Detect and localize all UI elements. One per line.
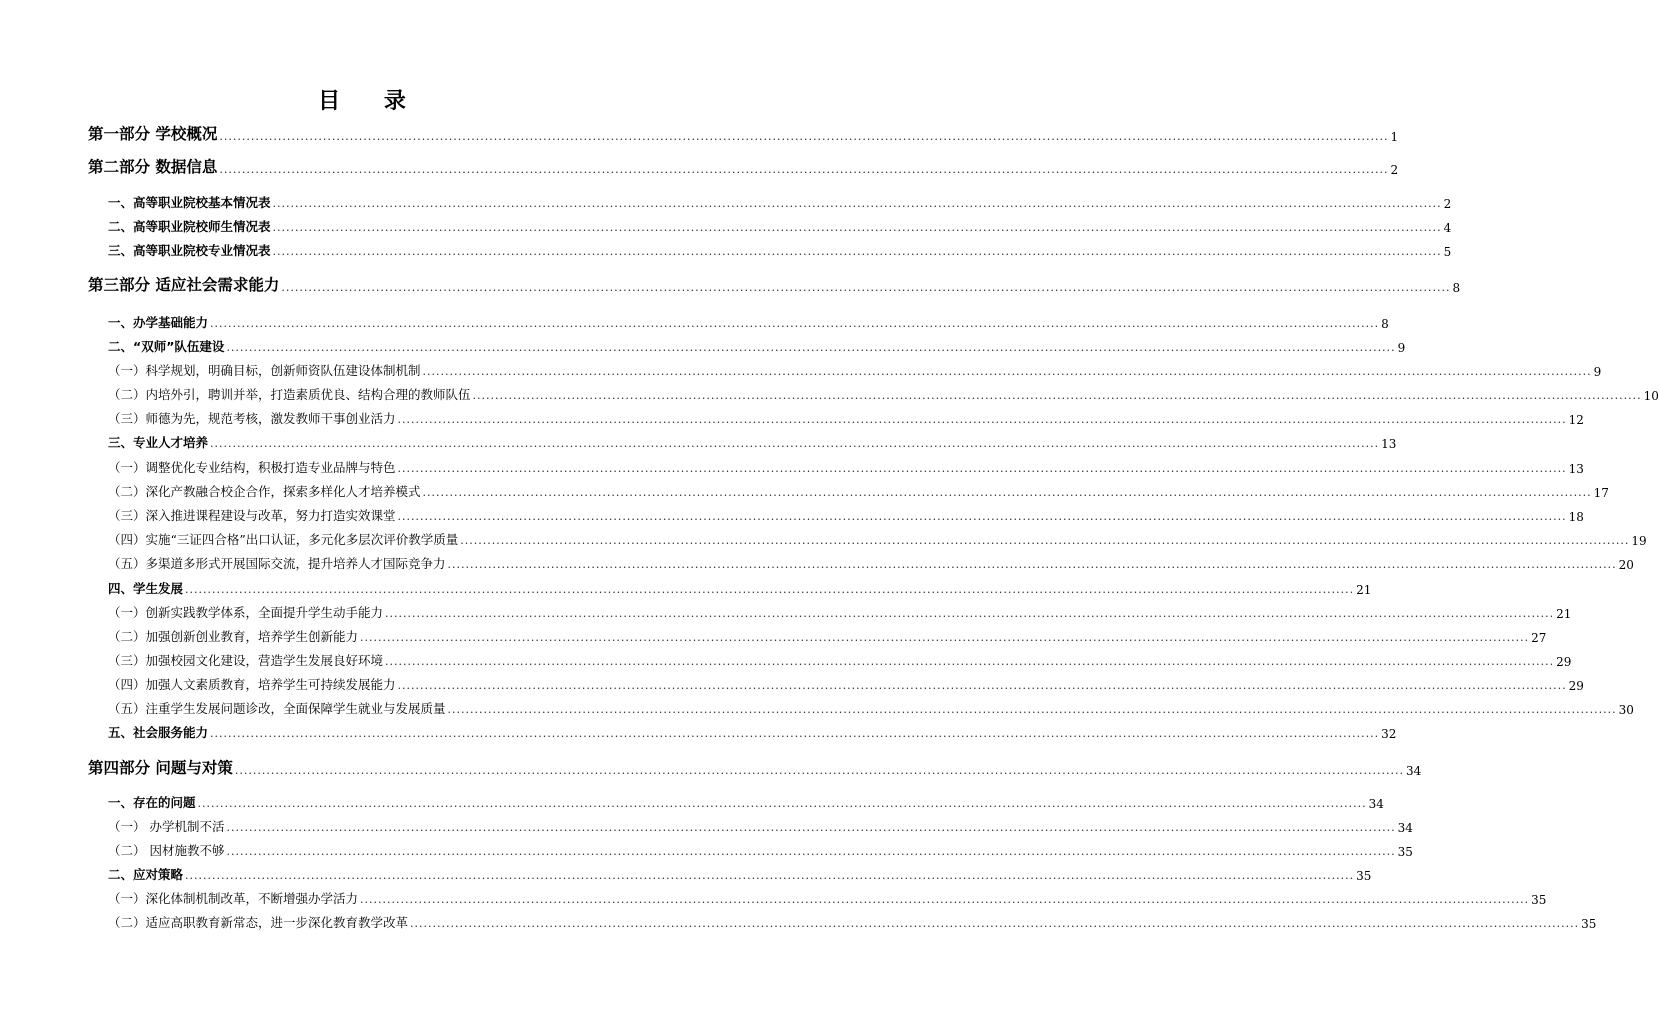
toc-entry-title: （五）多渠道多形式开展国际交流，提升培养人才国际竞争力 bbox=[108, 556, 446, 571]
toc-title: 目 录 bbox=[318, 89, 424, 114]
toc-page-number: 5 bbox=[1443, 245, 1452, 259]
toc-dot-leader: .................................................................................................................................................................................................................................................................... bbox=[472, 389, 1642, 402]
toc-entry[interactable] bbox=[108, 359, 1602, 379]
toc-entry[interactable] bbox=[108, 528, 1647, 548]
toc-entry[interactable] bbox=[108, 456, 1584, 476]
toc-entry[interactable] bbox=[108, 815, 1413, 835]
toc-page-number: 34 bbox=[1406, 764, 1422, 778]
toc-entry-title: 一、办学基础能力 bbox=[108, 315, 209, 330]
toc-dot-leader: .................................................................................................................................................................................................................................................................... bbox=[385, 655, 1555, 668]
toc-entry-title: （一）科学规划，明确目标，创新师资队伍建设体制机制 bbox=[108, 363, 421, 378]
toc-page-number: 2 bbox=[1443, 197, 1452, 211]
toc-entry[interactable] bbox=[108, 863, 1372, 883]
toc-entry[interactable] bbox=[108, 335, 1406, 355]
toc-entry-title: （二）加强创新创业教育，培养学生创新能力 bbox=[108, 629, 359, 644]
toc-dot-leader: .................................................................................................................................................................................................................................................................... bbox=[397, 413, 1567, 426]
toc-entry-title: 三、专业人才培养 bbox=[108, 435, 209, 450]
toc-page-number: 8 bbox=[1381, 317, 1389, 331]
toc-entry-title: 第二部分 数据信息 bbox=[88, 158, 218, 176]
toc-page-number: 35 bbox=[1581, 917, 1597, 931]
toc-page-number: 35 bbox=[1531, 893, 1547, 907]
toc-entry-title: （五）注重学生发展问题诊改，全面保障学生就业与发展质量 bbox=[108, 701, 446, 716]
toc-entry-title: （二）内培外引，聘训并举，打造素质优良、结构合理的教师队伍 bbox=[108, 387, 471, 402]
toc-page-number: 10 bbox=[1643, 389, 1659, 403]
toc-entry[interactable] bbox=[108, 697, 1634, 717]
toc-page-number: 27 bbox=[1531, 631, 1547, 645]
toc-dot-leader: .................................................................................................................................................................................................................................................................... bbox=[422, 365, 1592, 378]
toc-page-number: 13 bbox=[1381, 437, 1397, 451]
toc-entry-title: 一、高等职业院校基本情况表 bbox=[108, 195, 271, 210]
toc-page-number: 21 bbox=[1556, 607, 1572, 621]
toc-entry-title: （四）加强人文素质教育，培养学生可持续发展能力 bbox=[108, 677, 396, 692]
toc-entry[interactable] bbox=[108, 649, 1572, 669]
toc-entry-title: （二）深化产教融合校企合作，探索多样化人才培养模式 bbox=[108, 484, 421, 499]
toc-page-number: 29 bbox=[1556, 655, 1572, 669]
toc-page-number: 19 bbox=[1631, 534, 1647, 548]
toc-dot-leader: .................................................................................................................................................................................................................................................................... bbox=[272, 197, 1442, 210]
toc-entry[interactable] bbox=[108, 431, 1397, 451]
toc-dot-leader: .................................................................................................................................................................................................................................................................... bbox=[234, 764, 1405, 777]
toc-entry[interactable] bbox=[108, 625, 1547, 645]
toc-dot-leader: .................................................................................................................................................................................................................................................................... bbox=[422, 486, 1592, 499]
toc-entry[interactable] bbox=[108, 552, 1634, 572]
toc-dot-leader: .................................................................................................................................................................................................................................................................... bbox=[281, 281, 1451, 294]
toc-dot-leader: .................................................................................................................................................................................................................................................................... bbox=[272, 221, 1442, 234]
toc-entry-title: （四）实施“三证四合格”出口认证，多元化多层次评价教学质量 bbox=[108, 532, 459, 547]
toc-dot-leader: .................................................................................................................................................................................................................................................................... bbox=[219, 163, 1389, 176]
toc-entry[interactable] bbox=[88, 157, 1399, 177]
toc-dot-leader: .................................................................................................................................................................................................................................................................... bbox=[185, 869, 1355, 882]
toc-dot-leader: .................................................................................................................................................................................................................................................................... bbox=[226, 845, 1396, 858]
toc-dot-leader: .................................................................................................................................................................................................................................................................... bbox=[447, 703, 1617, 716]
toc-entry[interactable] bbox=[108, 887, 1547, 907]
toc-entry[interactable] bbox=[108, 383, 1659, 403]
toc-entry[interactable] bbox=[108, 673, 1584, 693]
toc-entry-title: （二）适应高职教育新常态，进一步深化教育教学改革 bbox=[108, 915, 409, 930]
toc-dot-leader: .................................................................................................................................................................................................................................................................... bbox=[226, 341, 1396, 354]
toc-entry-title: 二、“双师”队伍建设 bbox=[108, 339, 225, 354]
toc-dot-leader: .................................................................................................................................................................................................................................................................... bbox=[210, 317, 1380, 330]
toc-entry-title: 三、高等职业院校专业情况表 bbox=[108, 243, 271, 258]
toc-entry-title: （一）创新实践教学体系，全面提升学生动手能力 bbox=[108, 605, 384, 620]
toc-page-number: 9 bbox=[1593, 365, 1602, 379]
toc-entry[interactable] bbox=[88, 124, 1399, 144]
toc-dot-leader: .................................................................................................................................................................................................................................................................... bbox=[210, 437, 1380, 450]
toc-page-number: 32 bbox=[1381, 727, 1397, 741]
toc-dot-leader: .................................................................................................................................................................................................................................................................... bbox=[397, 679, 1567, 692]
toc-page-number: 13 bbox=[1568, 462, 1584, 476]
toc-entry-title: （一）深化体制机制改革，不断增强办学活力 bbox=[108, 891, 359, 906]
toc-entry[interactable] bbox=[88, 275, 1461, 295]
toc-entry[interactable] bbox=[108, 504, 1584, 524]
toc-page-number: 34 bbox=[1368, 797, 1384, 811]
toc-page-number: 21 bbox=[1356, 583, 1372, 597]
toc-dot-leader: .................................................................................................................................................................................................................................................................... bbox=[397, 510, 1567, 523]
toc-entry-title: 第三部分 适应社会需求能力 bbox=[88, 276, 280, 294]
toc-dot-leader: .................................................................................................................................................................................................................................................................... bbox=[226, 821, 1396, 834]
toc-entry-title: （三）师德为先，规范考核，激发教师干事创业活力 bbox=[108, 411, 396, 426]
toc-entry-title: （一） 办学机制不活 bbox=[108, 819, 225, 834]
toc-entry-title: （二） 因材施教不够 bbox=[108, 843, 225, 858]
toc-page-number: 4 bbox=[1443, 221, 1452, 235]
toc-entry-title: 四、学生发展 bbox=[108, 581, 184, 596]
toc-dot-leader: .................................................................................................................................................................................................................................................................... bbox=[360, 893, 1530, 906]
toc-entry-title: （三）加强校园文化建设，营造学生发展良好环境 bbox=[108, 653, 384, 668]
toc-page-number: 34 bbox=[1397, 821, 1413, 835]
toc-page-number: 17 bbox=[1593, 486, 1609, 500]
toc-entry-title: 一、存在的问题 bbox=[108, 795, 196, 810]
toc-dot-leader: .................................................................................................................................................................................................................................................................... bbox=[185, 583, 1355, 596]
toc-page-number: 18 bbox=[1568, 510, 1584, 524]
toc-entry[interactable] bbox=[108, 191, 1452, 211]
toc-entry[interactable] bbox=[108, 215, 1452, 235]
toc-dot-leader: .................................................................................................................................................................................................................................................................... bbox=[397, 462, 1567, 475]
toc-entry[interactable] bbox=[108, 839, 1413, 859]
toc-dot-leader: .................................................................................................................................................................................................................................................................... bbox=[447, 558, 1617, 571]
toc-entry[interactable] bbox=[108, 407, 1584, 427]
toc-entry[interactable] bbox=[108, 791, 1384, 811]
toc-entry-title: 第四部分 问题与对策 bbox=[88, 759, 233, 777]
toc-entry-title: 第一部分 学校概况 bbox=[88, 125, 218, 143]
toc-entry[interactable] bbox=[108, 311, 1389, 331]
toc-dot-leader: .................................................................................................................................................................................................................................................................... bbox=[210, 727, 1380, 740]
toc-page-number: 1 bbox=[1390, 130, 1399, 144]
toc-page-number: 30 bbox=[1618, 703, 1634, 717]
toc-page-number: 20 bbox=[1618, 558, 1634, 572]
toc-entry-title: 二、高等职业院校师生情况表 bbox=[108, 219, 271, 234]
toc-entry-title: （一）调整优化专业结构，积极打造专业品牌与特色 bbox=[108, 460, 396, 475]
toc-page-number: 8 bbox=[1452, 281, 1461, 295]
toc-dot-leader: .................................................................................................................................................................................................................................................................... bbox=[460, 534, 1630, 547]
toc-entry[interactable] bbox=[108, 601, 1572, 621]
toc-entry[interactable] bbox=[108, 721, 1397, 741]
toc-page-number: 12 bbox=[1568, 413, 1584, 427]
toc-dot-leader: .................................................................................................................................................................................................................................................................... bbox=[385, 607, 1555, 620]
toc-dot-leader: .................................................................................................................................................................................................................................................................... bbox=[197, 797, 1367, 810]
toc-entry-title: 二、应对策略 bbox=[108, 867, 184, 882]
toc-entry-title: （三）深入推进课程建设与改革，努力打造实效课堂 bbox=[108, 508, 396, 523]
toc-page-number: 35 bbox=[1397, 845, 1413, 859]
toc-entry[interactable] bbox=[108, 577, 1372, 597]
toc-page-number: 35 bbox=[1356, 869, 1372, 883]
toc-page-number: 29 bbox=[1568, 679, 1584, 693]
toc-entry[interactable] bbox=[108, 480, 1609, 500]
toc-dot-leader: .................................................................................................................................................................................................................................................................... bbox=[272, 245, 1442, 258]
toc-entry[interactable] bbox=[108, 911, 1597, 931]
toc-dot-leader: .................................................................................................................................................................................................................................................................... bbox=[360, 631, 1530, 644]
toc-page-number: 9 bbox=[1397, 341, 1406, 355]
toc-dot-leader: .................................................................................................................................................................................................................................................................... bbox=[219, 130, 1389, 143]
toc-entry-title: 五、社会服务能力 bbox=[108, 725, 209, 740]
toc-entry[interactable] bbox=[88, 758, 1422, 778]
toc-dot-leader: .................................................................................................................................................................................................................................................................... bbox=[410, 917, 1580, 930]
toc-entry[interactable] bbox=[108, 239, 1452, 259]
toc-page-number: 2 bbox=[1390, 163, 1399, 177]
